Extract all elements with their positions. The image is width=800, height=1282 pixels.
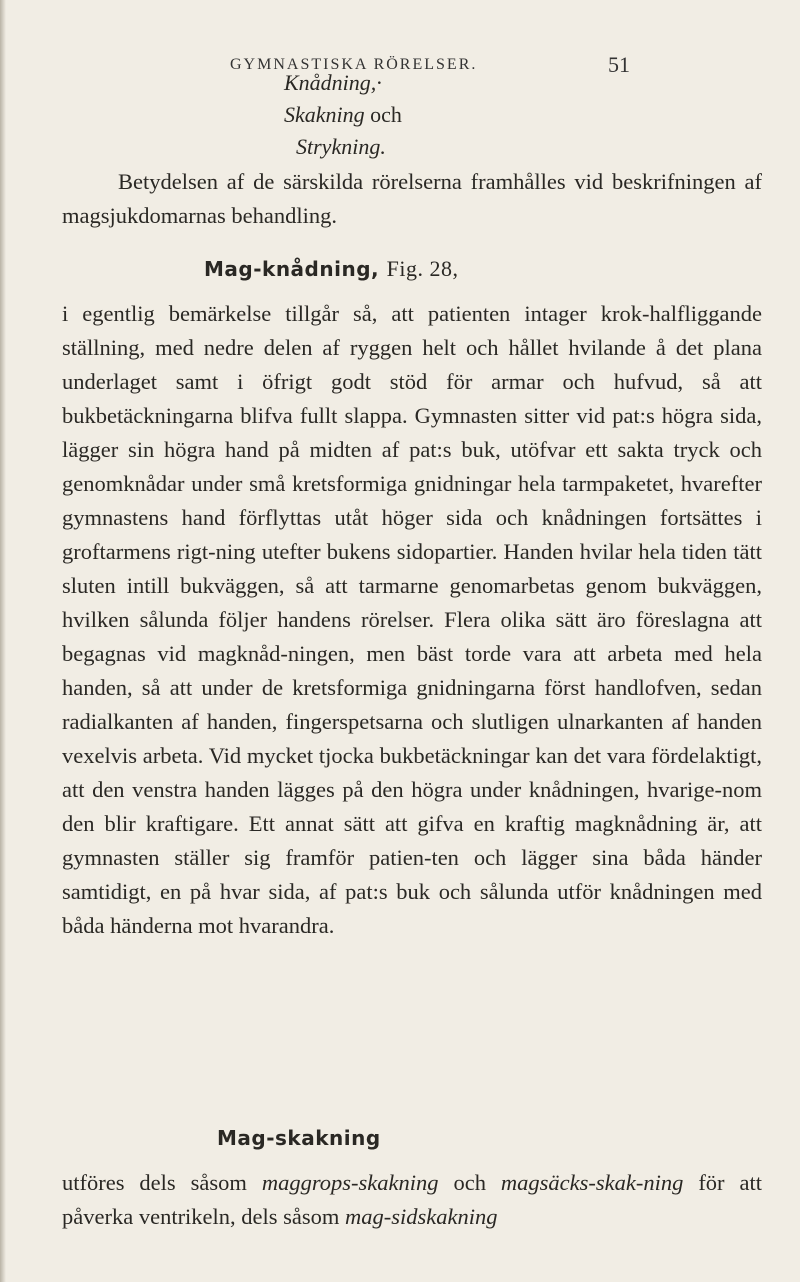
term-magsacks-skakning: magsäcks-skak-ning xyxy=(500,1170,684,1195)
subtitle-skakning xyxy=(284,102,402,128)
running-title: GYMNASTISKA RÖRELSER. xyxy=(230,56,478,73)
term-maggrops-skakning: maggrops-skakning xyxy=(261,1170,439,1195)
paragraph-mag-skakning xyxy=(62,1166,762,1234)
skakning-text-start: utföres dels såsom xyxy=(62,1170,247,1195)
skakning-text-och: och xyxy=(453,1170,486,1195)
term-mag-sidskakning: mag-sidskakning xyxy=(345,1204,498,1229)
subtitle-strykning: Strykning. xyxy=(296,134,386,159)
skakning-text-mid: för att påverka ventrikeln, dels såsom xyxy=(62,1170,762,1229)
heading-mag-knadning xyxy=(204,256,458,282)
figure-reference: Fig. 28, xyxy=(386,256,459,281)
paragraph-mag-knadning: i egentlig bemärkelse tillgår så, att patienten intager krok-halfliggande ställning, med nedre delen af ryggen helt och hållet hvilande å det plana underlaget samt i öfrigt godt stöd för armar och hufvud, så att bukbetäckningarna blifva fullt slappa. Gymnasten sitter vid pat:s högra sida, lägger sin högra hand på midten af pat:s buk, utöfvar ett sakta tryck och genomknådar under små kretsformiga gnidningar hela tarmpaketet, hvarefter gymnastens hand förflyttas utåt höger sida och knådningen fortsättes i groftarmens rigt-ning utefter bukens sidopartier. Handen hvilar hela tiden tätt sluten intill bukväggen, så att tarmarne genomarbetas genom bukväggen, hvilken sålunda följer handens rörelser. Flera olika sätt äro föreslagna att begagnas vid magknåd-ningen, men bäst torde vara att arbeta med hela handen, så att under de kretsformiga gnidningarna först handlofven, sedan radialkanten af handen, fingerspetsarna och slutligen ulnarkanten af handen vexelvis arbeta. Vid mycket tjocka bukbetäckningar kan det vara fördelaktigt, att den venstra handen lägges på den högra under knådningen, hvarige-nom den blir kraftigare. Ett annat sätt att gifva en kraftig magknådning är, att gymnasten ställer sig framför patien-ten och lägger sina båda händer samtidigt, en på hvar sida, af pat:s buk och sålunda utför knådningen med båda händerna mot hvarandra. xyxy=(62,301,762,938)
intro-paragraph: Betydelsen af de särskilda rörelserna framhålles vid beskrifningen af magsjukdomarnas behandling. xyxy=(62,169,762,228)
subtitle-och: och xyxy=(370,102,402,127)
heading-mag-skakning: Mag-skakning xyxy=(217,1126,381,1150)
subtitle-knadning: Knådning,· xyxy=(284,70,382,95)
page-number: 51 xyxy=(608,52,630,77)
heading-mag-knadning-text: Mag-knådning, xyxy=(204,257,380,281)
subtitle-skakning-word: Skakning xyxy=(284,102,365,127)
